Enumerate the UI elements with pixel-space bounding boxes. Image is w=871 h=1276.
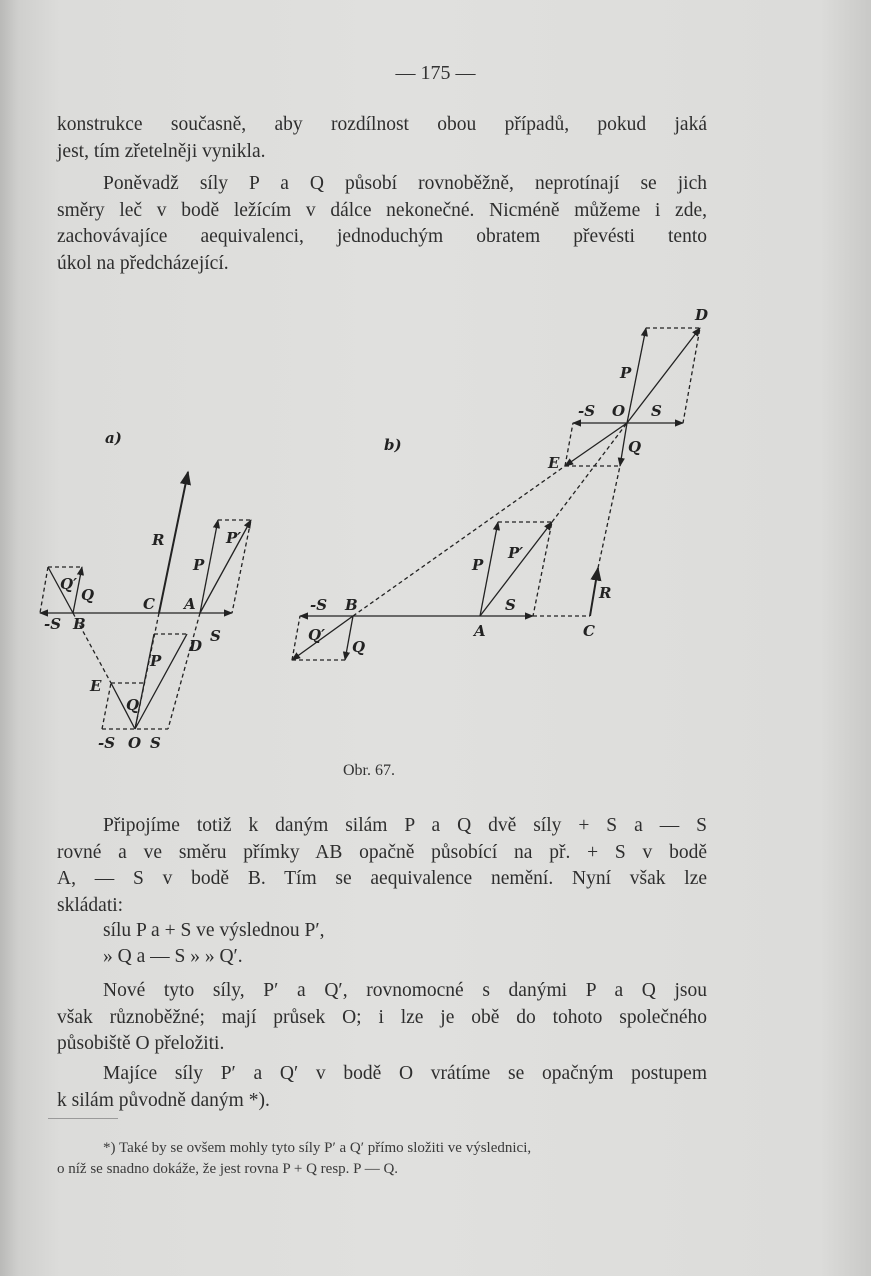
panel-b-label: b)	[384, 436, 402, 454]
text-line: k silám původně daným *).	[57, 1089, 270, 1111]
label-A: A	[184, 595, 196, 613]
label-Q-lower: Q	[352, 638, 366, 656]
composition-line-1: sílu P a + S ve výslednou P′,	[103, 920, 325, 941]
footnote-line: *) Také by se ovšem mohly tyto síly P′ a Q′ přímo složiti ve výslednici,	[103, 1140, 532, 1156]
label-C: C	[143, 595, 155, 613]
label-minus-S: -S	[44, 615, 62, 633]
label-minus-S-lower: -S	[98, 734, 116, 752]
label-A: A	[474, 622, 486, 640]
text-line: úkol na předcházející.	[57, 252, 229, 274]
label-D: D	[189, 637, 203, 655]
label-Q-prime: Q′	[60, 575, 78, 593]
text-line: rovné a ve směru přímky AB opačně působící na př. + S v bodě	[57, 841, 707, 863]
label-E: E	[548, 454, 560, 472]
panel-a-label: a)	[105, 429, 122, 447]
figure-caption: Obr. 67.	[343, 762, 395, 779]
label-D: D	[695, 306, 709, 324]
label-R: R	[152, 531, 165, 549]
footnote-line: o níž se snadno dokáže, že jest rovna P + Q resp. P — Q.	[57, 1161, 399, 1177]
footnote	[57, 1138, 707, 1180]
text-line: A, — S v bodě B. Tím se aequivalence nemění. Nyní však lze	[57, 868, 707, 889]
paragraph-4	[57, 978, 707, 1058]
paragraph-2	[57, 171, 707, 277]
label-Q-lower: Q	[126, 696, 140, 714]
page-number: — 175 —	[395, 62, 476, 84]
label-P: P	[193, 556, 205, 574]
label-minus-S: -S	[578, 402, 596, 420]
text-line: však různoběžné; mají průsek O; i lze je obě do tohoto společného	[57, 1006, 707, 1028]
label-Q-prime: Q′	[308, 626, 326, 644]
figure-67	[0, 290, 871, 770]
text-line: Nové tyto síly, P′ a Q′, rovnomocné s danými P a Q jsou	[103, 980, 707, 1001]
text-line: zachovávajíce aequivalenci, jednoduchým obratem převésti tento	[57, 226, 707, 247]
label-R: R	[599, 584, 612, 602]
panel-b-labels	[308, 306, 708, 656]
text-line: jest, tím zřetelněji vynikla.	[57, 140, 266, 162]
label-B: B	[345, 596, 358, 614]
footnote-divider	[48, 1118, 118, 1119]
text-line: působiště O přeložiti.	[57, 1033, 225, 1054]
paragraph-3	[57, 813, 707, 919]
label-B: B	[73, 615, 86, 633]
label-P-prime: P′	[226, 529, 242, 547]
paragraph-1	[57, 112, 707, 165]
label-minus-S-lower: -S	[310, 596, 328, 614]
label-S: S	[651, 402, 662, 420]
text-line: skládati:	[57, 894, 124, 916]
label-Q: Q	[628, 438, 642, 456]
label-O: O	[128, 734, 142, 752]
label-E: E	[90, 677, 102, 695]
text-line: směry leč v bodě ležícím v dálce nekonečné. Nicméně můžeme i zde,	[57, 199, 707, 221]
text-line: Připojíme totiž k daným silám P a Q dvě síly + S a — S	[103, 815, 707, 836]
composition-line-2: » Q a — S » » Q′.	[103, 946, 243, 967]
label-S-lower: S	[505, 596, 516, 614]
label-P-lower: P	[150, 652, 162, 670]
text-line: Majíce síly P′ a Q′ v bodě O vrátíme se opačným postupem	[103, 1063, 707, 1084]
force-diagram	[0, 290, 871, 770]
text-line: Poněvadž síly P a Q působí rovnoběžně, neprotínají se jich	[103, 173, 707, 194]
label-S-lower: S	[150, 734, 161, 752]
label-Q: Q	[81, 586, 95, 604]
label-P: P	[620, 364, 632, 382]
label-C: C	[583, 622, 595, 640]
label-P-prime: P′	[508, 544, 524, 562]
text-line: konstrukce současně, aby rozdílnost obou případů, pokud jaká	[57, 114, 707, 135]
label-P-lower: P	[472, 556, 484, 574]
label-O: O	[612, 402, 626, 420]
paragraph-5	[57, 1061, 707, 1114]
label-S: S	[210, 627, 221, 645]
